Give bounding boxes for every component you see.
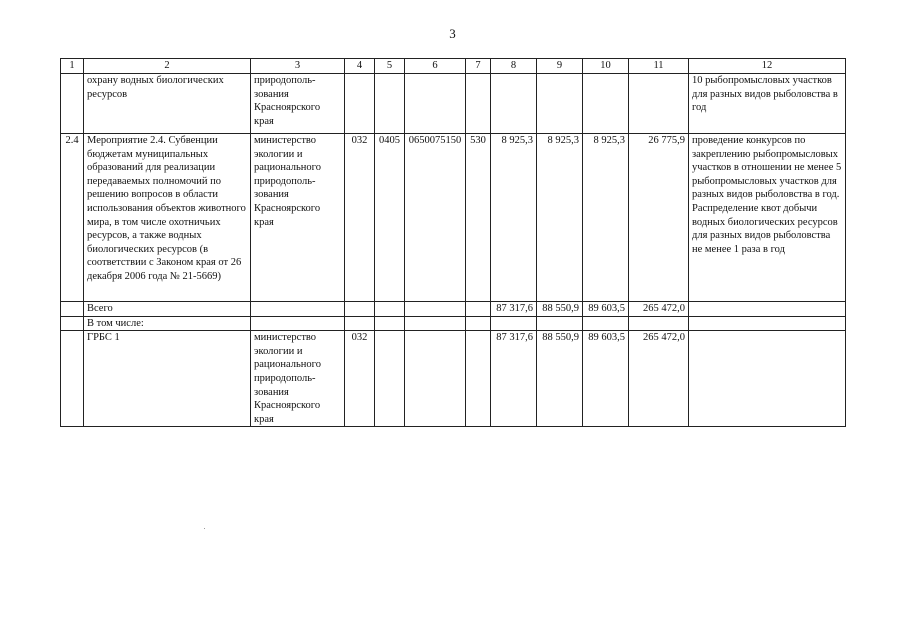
- table-cell-col-8: 87 317,6: [491, 302, 537, 317]
- table-cell-col-11: 265 472,0: [629, 331, 689, 427]
- table-cell-col-4: 032: [345, 134, 375, 302]
- table-cell-col-5: [375, 331, 405, 427]
- table-cell-col-1: [61, 331, 84, 427]
- column-header-2: 2: [84, 59, 251, 74]
- table-cell-col-10: 8 925,3: [583, 134, 629, 302]
- table-cell-col-7: [466, 316, 491, 331]
- column-header-11: 11: [629, 59, 689, 74]
- table-cell-col-6: [405, 316, 466, 331]
- table-cell-col-12: [689, 302, 846, 317]
- table-cell-col-4: [345, 302, 375, 317]
- table-row: [61, 134, 846, 302]
- table-cell-col-4: [345, 316, 375, 331]
- table-cell-col-1: [61, 302, 84, 317]
- table-cell-col-10: [583, 74, 629, 134]
- table-cell-col-7: [466, 74, 491, 134]
- table-cell-col-5: [375, 316, 405, 331]
- table-cell-col-8: [491, 316, 537, 331]
- table-cell-col-10: 89 603,5: [583, 331, 629, 427]
- table-cell-col-2: Мероприятие 2.4. Субвенции бюджетам муниципальных образований для реализации передаваемых полномочий по решению вопросов в области использования объектов животного мира, в том числе охотничьих ресурсов, а также водных биологических ресурсов (в соответствии с Законом края от 26 декабря 2006 года № 21-5669): [84, 134, 251, 302]
- table-row: [61, 331, 846, 427]
- table-cell-col-6: 0650075150: [405, 134, 466, 302]
- table-cell-col-9: 88 550,9: [537, 331, 583, 427]
- table-cell-col-1: 2.4: [61, 134, 84, 302]
- table-cell-col-6: [405, 302, 466, 317]
- table-cell-col-3: министерство экологии и рационального природополь- зования Красноярского края: [251, 134, 345, 302]
- table-row: [61, 316, 846, 331]
- table-cell-col-12: [689, 331, 846, 427]
- column-header-7: 7: [466, 59, 491, 74]
- table-cell-col-12: проведение конкурсов по закреплению рыбопромысловых участков в отношении не менее 5 рыбопромысловых участков для разных видов рыболовства в год. Распределение квот добычи водных биологических ресурсов для разных видов рыболовства не менее 1 раза в год: [689, 134, 846, 302]
- column-header-9: 9: [537, 59, 583, 74]
- table-cell-col-10: 89 603,5: [583, 302, 629, 317]
- table-cell-col-5: [375, 302, 405, 317]
- column-header-8: 8: [491, 59, 537, 74]
- table-row: [61, 74, 846, 134]
- table-cell-col-7: 530: [466, 134, 491, 302]
- table-cell-col-8: 87 317,6: [491, 331, 537, 427]
- table-cell-col-2: В том числе:: [84, 316, 251, 331]
- table-cell-col-5: 0405: [375, 134, 405, 302]
- table-cell-col-9: [537, 316, 583, 331]
- table-cell-col-3: [251, 316, 345, 331]
- column-header-5: 5: [375, 59, 405, 74]
- column-header-row: [61, 59, 846, 74]
- table-cell-col-9: 88 550,9: [537, 302, 583, 317]
- table-cell-col-2: охрану водных биологических ресурсов: [84, 74, 251, 134]
- table-cell-col-11: 265 472,0: [629, 302, 689, 317]
- table-cell-col-10: [583, 316, 629, 331]
- table-cell-col-12: [689, 316, 846, 331]
- table-cell-col-6: [405, 74, 466, 134]
- table-cell-col-3: министерство экологии и рационального природополь- зования Красноярского края: [251, 331, 345, 427]
- table-cell-col-8: [491, 74, 537, 134]
- table-cell-col-1: [61, 74, 84, 134]
- column-header-12: 12: [689, 59, 846, 74]
- table-cell-col-3: природополь- зования Красноярского края: [251, 74, 345, 134]
- table-cell-col-5: [375, 74, 405, 134]
- table-cell-col-7: [466, 302, 491, 317]
- table-cell-col-6: [405, 331, 466, 427]
- table-cell-col-1: [61, 316, 84, 331]
- table-cell-col-11: [629, 316, 689, 331]
- column-header-10: 10: [583, 59, 629, 74]
- column-header-6: 6: [405, 59, 466, 74]
- column-header-1: 1: [61, 59, 84, 74]
- table-cell-col-11: [629, 74, 689, 134]
- table-cell-col-3: [251, 302, 345, 317]
- table-cell-col-9: [537, 74, 583, 134]
- column-header-4: 4: [345, 59, 375, 74]
- table-cell-col-8: 8 925,3: [491, 134, 537, 302]
- budget-table: [60, 58, 846, 427]
- table-row: [61, 302, 846, 317]
- table-cell-col-11: 26 775,9: [629, 134, 689, 302]
- table-cell-col-12: 10 рыбопромысловых участков для разных видов рыболовства в год: [689, 74, 846, 134]
- table-cell-col-4: [345, 74, 375, 134]
- table-cell-col-2: ГРБС 1: [84, 331, 251, 427]
- table-cell-col-9: 8 925,3: [537, 134, 583, 302]
- page-number: 3: [449, 26, 456, 41]
- column-header-3: 3: [251, 59, 345, 74]
- table-cell-col-4: 032: [345, 331, 375, 427]
- table-cell-col-7: [466, 331, 491, 427]
- table-cell-col-2: Всего: [84, 302, 251, 317]
